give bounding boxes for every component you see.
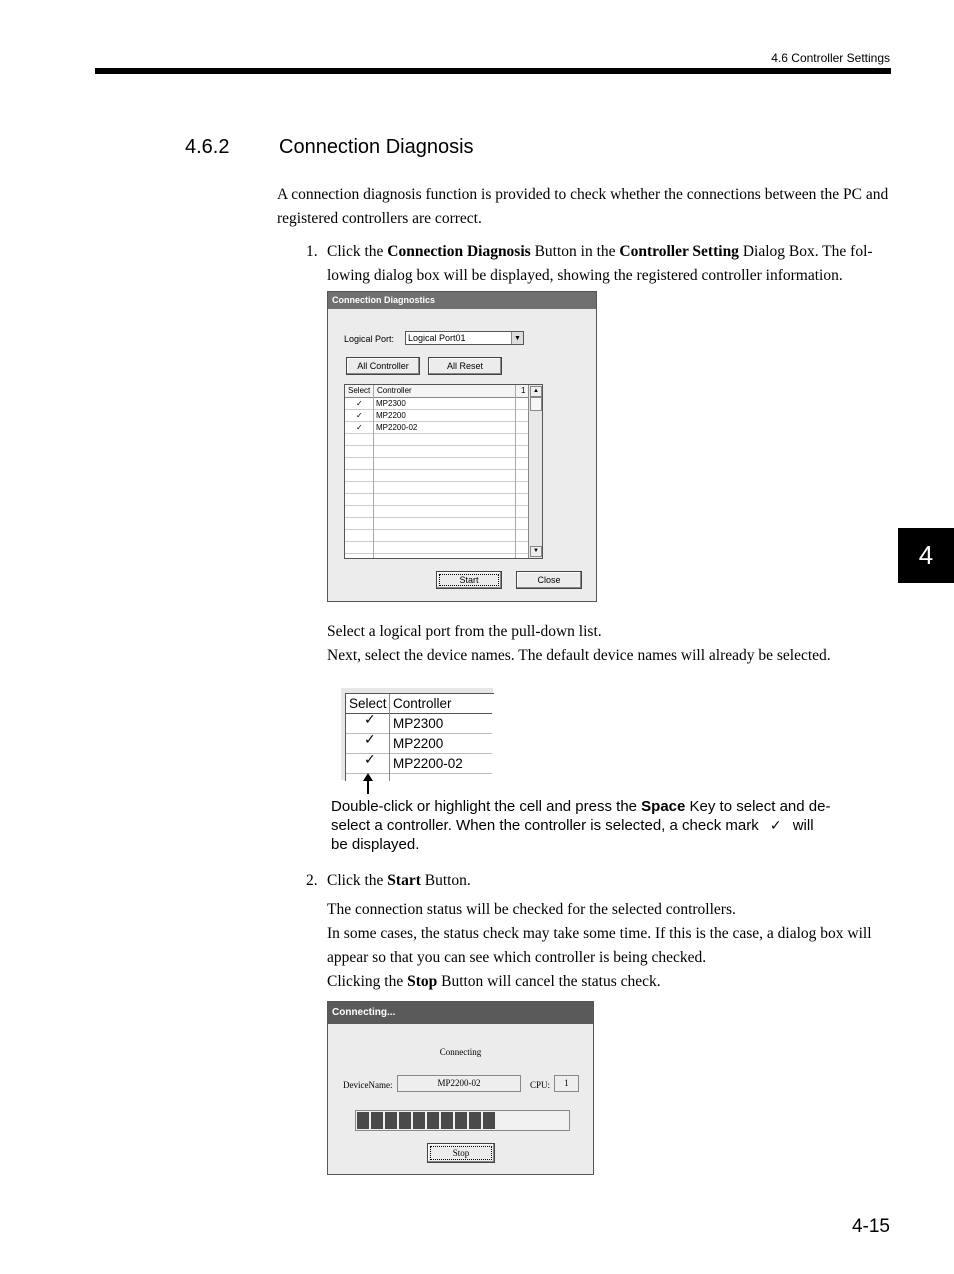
zoom-controller-name: MP2200 xyxy=(393,736,444,751)
cpu-field: 1 xyxy=(554,1075,579,1092)
zoom-col-select: Select xyxy=(349,696,387,711)
grid-col-controller: Controller xyxy=(377,386,412,395)
intro-paragraph: A connection diagnosis function is provided to check whether the connections between the PC and registered controllers are correct. xyxy=(277,186,889,227)
page-number: 4-15 xyxy=(851,1216,890,1237)
select-device-text: Next, select the device names. The default device names will already be selected. xyxy=(327,647,831,664)
controller-name: MP2200 xyxy=(376,411,406,420)
logical-port-select[interactable] xyxy=(405,331,524,345)
step2-para2: In some cases, the status check may take some time. If this is the case, a dialog box will xyxy=(327,925,872,942)
connecting-status: Connecting xyxy=(439,1047,482,1057)
arrow-shaft xyxy=(367,779,369,794)
device-name-label: DeviceName: xyxy=(343,1080,393,1090)
zoom-header xyxy=(346,694,492,714)
all-controller-button[interactable]: All Controller xyxy=(346,357,420,375)
zoom-body xyxy=(346,714,492,780)
check-mark-icon[interactable]: ✓ xyxy=(364,712,376,728)
connection-diagnostics-dialog xyxy=(327,291,597,602)
scroll-thumb[interactable] xyxy=(530,397,542,411)
controller-grid[interactable] xyxy=(344,384,543,559)
select-port-text: Select a logical port from the pull-down list. xyxy=(327,623,602,640)
check-mark-icon: ✓ xyxy=(769,818,782,834)
progress-block xyxy=(413,1112,425,1129)
progress-block xyxy=(483,1112,495,1129)
stop-button[interactable]: Stop xyxy=(427,1143,495,1163)
progress-block xyxy=(399,1112,411,1129)
zoom-controller-name: MP2300 xyxy=(393,716,444,731)
cpu-label: CPU: xyxy=(530,1080,551,1090)
connecting-title: Connecting... xyxy=(328,1002,593,1024)
dialog-title: Connection Diagnostics xyxy=(328,292,596,309)
step1-number: 1. xyxy=(306,243,318,260)
check-mark-icon[interactable]: ✓ xyxy=(364,752,376,768)
grid-col-select: Select xyxy=(348,386,371,395)
zoom-row[interactable] xyxy=(346,734,492,754)
progress-block xyxy=(455,1112,467,1129)
progress-block xyxy=(441,1112,453,1129)
step2-line: Click the Start Button. xyxy=(327,872,471,889)
zoom-controller-name: MP2200-02 xyxy=(393,756,463,771)
running-header: 4.6 Controller Settings xyxy=(771,51,890,65)
grid-scrollbar[interactable] xyxy=(528,385,542,558)
step2-para3: appear so that you can see which controller is being checked. xyxy=(327,949,707,966)
check-mark-icon[interactable]: ✓ xyxy=(364,732,376,748)
zoomed-table xyxy=(345,693,494,781)
step2-number: 2. xyxy=(306,872,318,889)
step1-line1: Click the Connection Diagnosis Button in the Controller Setting Dialog Box. The fol- xyxy=(327,243,873,260)
chapter-tab: 4 xyxy=(898,528,954,583)
device-name-field: MP2200-02 xyxy=(397,1075,521,1092)
start-button[interactable]: Start xyxy=(436,571,502,589)
scroll-down-icon[interactable]: ▼ xyxy=(530,546,542,557)
callout-line1: Double-click or highlight the cell and press the Space Key to select and de- xyxy=(331,798,831,815)
step2-para1: The connection status will be checked for the selected controllers. xyxy=(327,901,736,918)
step1-line2: lowing dialog box will be displayed, showing the registered controller information. xyxy=(327,267,843,284)
controller-name: MP2200-02 xyxy=(376,423,418,432)
grid-col-cpu: 1 xyxy=(521,386,526,395)
zoom-row[interactable] xyxy=(346,754,492,774)
scroll-up-icon[interactable]: ▲ xyxy=(530,386,542,397)
zoom-col-controller: Controller xyxy=(393,696,452,711)
grid-header xyxy=(345,385,542,398)
zoom-row[interactable] xyxy=(346,714,492,734)
progress-fill xyxy=(357,1112,509,1129)
progress-block xyxy=(371,1112,383,1129)
check-mark-icon[interactable]: ✓ xyxy=(356,423,363,432)
section-number: 4.6.2 xyxy=(185,136,230,158)
zoomed-table-frame xyxy=(341,688,493,780)
callout-line2: select a controller. When the controller is selected, a check mark ✓ will xyxy=(331,817,814,834)
check-mark-icon[interactable]: ✓ xyxy=(356,411,363,420)
logical-port-value: Logical Port01 xyxy=(408,333,466,343)
progress-block xyxy=(469,1112,481,1129)
controller-name: MP2300 xyxy=(376,399,406,408)
all-reset-button[interactable]: All Reset xyxy=(428,357,502,375)
section-title: Connection Diagnosis xyxy=(279,136,474,158)
progress-block xyxy=(427,1112,439,1129)
progress-block xyxy=(385,1112,397,1129)
header-rule xyxy=(95,68,891,74)
callout-line3: be displayed. xyxy=(331,836,420,853)
progress-block xyxy=(357,1112,369,1129)
logical-port-label: Logical Port: xyxy=(344,334,395,344)
close-button[interactable]: Close xyxy=(516,571,582,589)
chevron-down-icon[interactable]: ▼ xyxy=(511,332,523,344)
progress-bar xyxy=(355,1110,570,1131)
step2-para4: Clicking the Stop Button will cancel the status check. xyxy=(327,973,661,990)
connecting-dialog xyxy=(327,1001,594,1175)
check-mark-icon[interactable]: ✓ xyxy=(356,399,363,408)
up-arrow-icon xyxy=(363,773,373,781)
